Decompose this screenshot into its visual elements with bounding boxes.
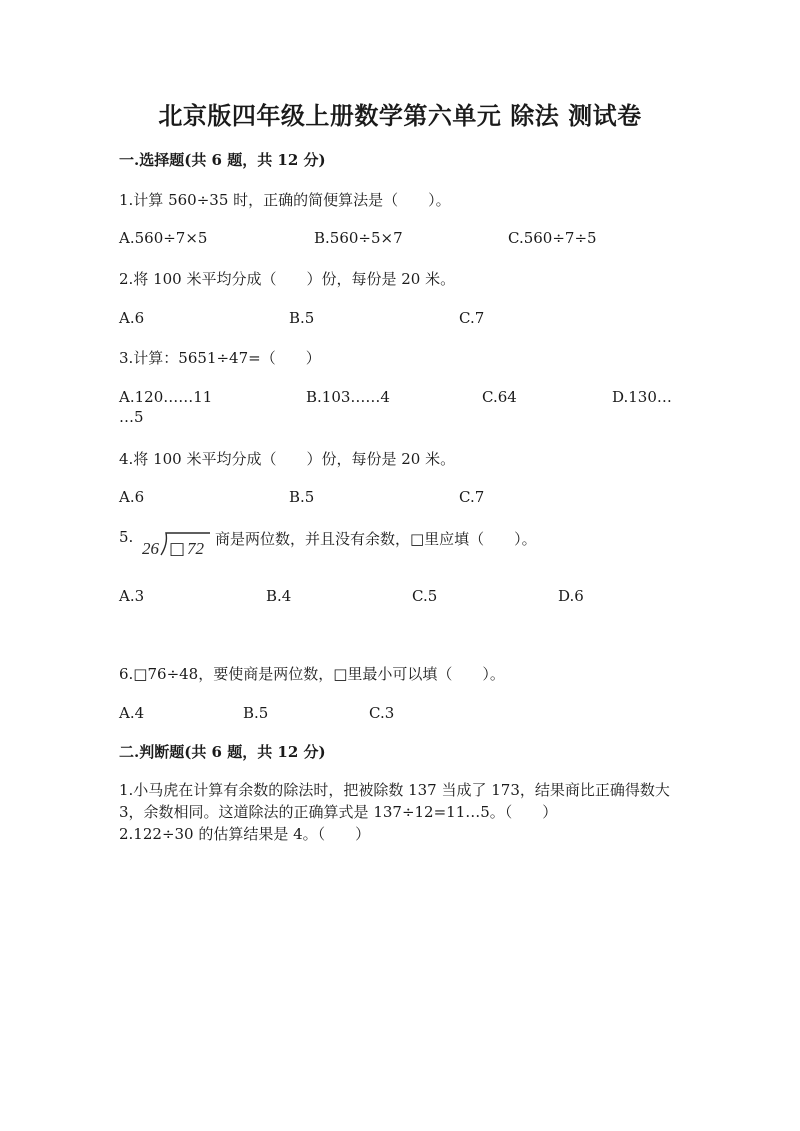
question-3-option-c: C.64 — [482, 388, 517, 406]
question-2-option-a: A.6 — [119, 309, 145, 327]
judgment-question-2: 2.122÷30 的估算结果是 4。（ ） — [119, 825, 371, 843]
divisor-text: 26 — [142, 539, 159, 558]
question-3-option-d-wrap: …5 — [119, 408, 144, 426]
dividend-digits: 72 — [187, 539, 204, 558]
question-6-option-b: B.5 — [243, 704, 269, 722]
question-3-option-b: B.103……4 — [306, 388, 390, 406]
question-4-option-a: A.6 — [119, 488, 145, 506]
question-4-stem: 4.将 100 米平均分成（ ）份，每份是 20 米。 — [119, 450, 456, 468]
question-4-option-c: C.7 — [459, 488, 485, 506]
page-title: 北京版四年级上册数学第六单元 除法 测试卷 — [158, 101, 642, 130]
section-heading-judgment: 二.判断题(共 6 题，共 12 分) — [119, 743, 326, 761]
question-5-option-c: C.5 — [412, 587, 438, 605]
question-5-stem: 商是两位数，并且没有余数，□里应填（ ）。 — [215, 530, 537, 548]
judgment-question-1: 1.小马虎在计算有余数的除法时，把被除数 137 当成了 173，结果商比正确得数大 3，余数相同。这道除法的正确算式是 137÷12=11…5。（ ） — [119, 781, 670, 821]
question-3-option-d: D.130… — [612, 388, 672, 406]
section-heading-choice: 一.选择题(共 6 题，共 12 分) — [119, 151, 326, 169]
question-2-option-c: C.7 — [459, 309, 485, 327]
dividend-box: □ — [169, 539, 186, 558]
question-5-number: 5. — [119, 528, 134, 546]
question-3-stem: 3.计算：5651÷47=（ ） — [119, 349, 321, 367]
question-6-option-a: A.4 — [119, 704, 145, 722]
question-5-option-d: D.6 — [558, 587, 584, 605]
question-2-stem: 2.将 100 米平均分成（ ）份，每份是 20 米。 — [119, 270, 456, 288]
question-1-option-a: A.560÷7×5 — [119, 229, 208, 247]
question-2-option-b: B.5 — [289, 309, 315, 327]
question-1-option-c: C.560÷7÷5 — [508, 229, 597, 247]
long-division-figure — [141, 528, 211, 558]
question-6-stem: 6.□76÷48，要使商是两位数，□里最小可以填（ ）。 — [119, 665, 505, 683]
question-3-option-a: A.120……11 — [119, 388, 213, 406]
question-6-option-c: C.3 — [369, 704, 395, 722]
question-1-option-b: B.560÷5×7 — [314, 229, 403, 247]
question-4-option-b: B.5 — [289, 488, 315, 506]
question-1-stem: 1.计算 560÷35 时，正确的简便算法是（ ）。 — [119, 191, 451, 209]
question-5-option-a: A.3 — [119, 587, 145, 605]
question-5-option-b: B.4 — [266, 587, 292, 605]
